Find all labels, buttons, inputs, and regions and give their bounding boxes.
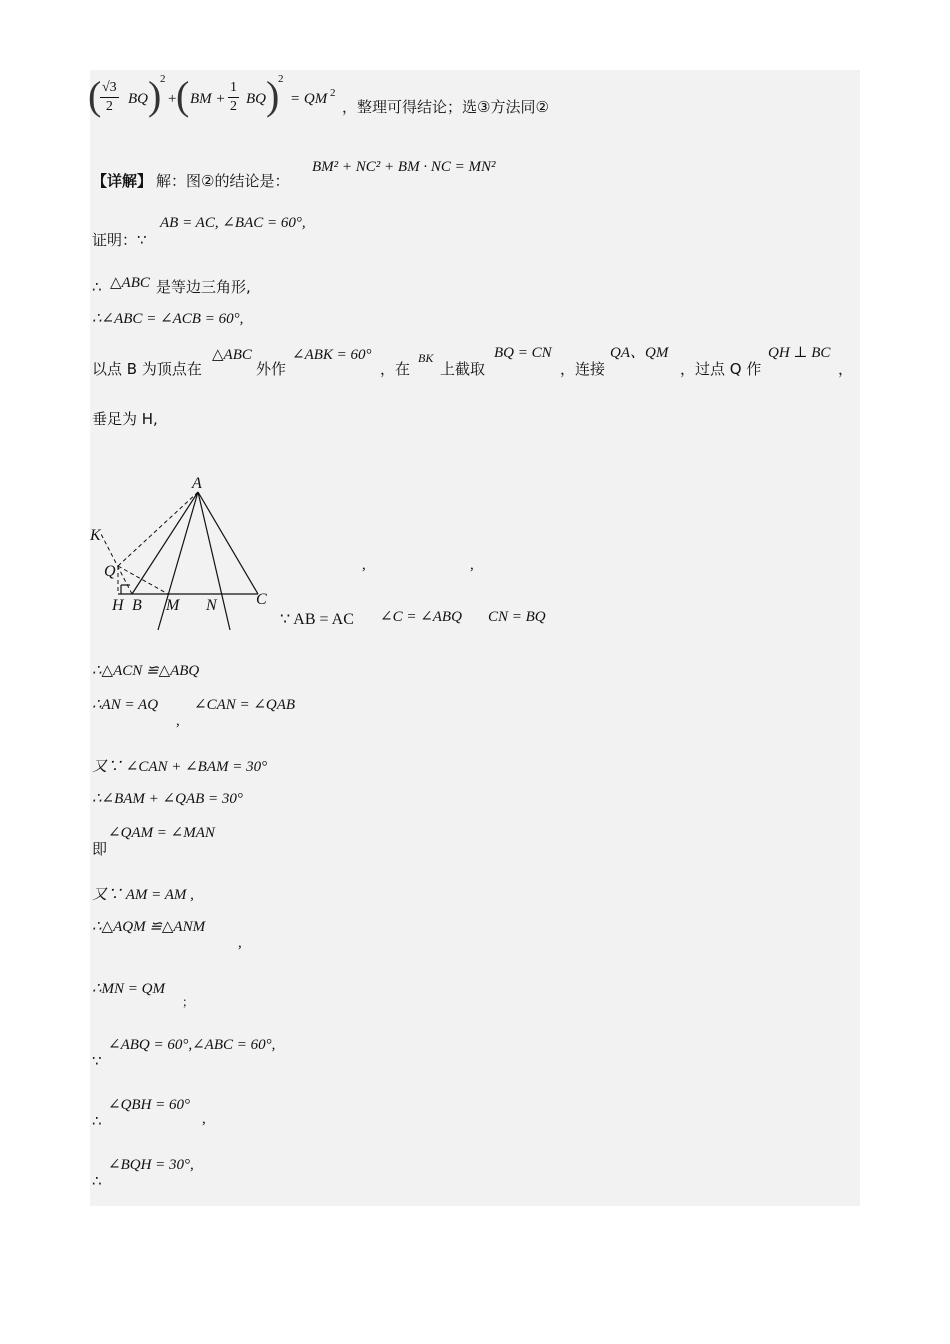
congruence-2: ∴△AQM ≌△ANM [92,919,206,935]
segment-qm [118,566,168,594]
proof-angle-can: ∠CAN = ∠QAB [194,697,296,713]
exponent-2: 2 [278,73,284,85]
content-panel [90,70,860,1206]
condition-cn-bq: CN = BQ [488,609,546,625]
proof-an-aq: ∴AN = AQ [92,697,159,713]
fraction-1-over-2: $\frac{1}{2}$ [230,80,237,114]
exponent-3: 2 [330,87,336,99]
math-triangle-abc: △ABC [110,275,150,291]
label-m: M [166,597,180,614]
proof-qam-man: ∠QAM = ∠MAN [108,825,215,841]
label-c: C [256,591,267,608]
therefore-symbol: ∴ [92,278,102,296]
detail-formula: BM² + NC² + BM · NC = MN² [312,159,496,175]
proof-line1-text: 证明：∵ [92,231,147,249]
proof-line4-math1: △ABC [212,347,252,363]
proof-line2-text: 是等边三角形, [156,278,251,296]
because-symbol: ∵ [92,1052,102,1070]
conclusion-text: ，整理可得结论；选③方法同② [342,98,549,116]
congruence-1: ∴△ACN ≌△ABQ [92,663,200,679]
proof-qbh: ∠QBH = 60° [108,1097,191,1113]
proof-line4-math3: BK [418,351,434,365]
proof-line3-math: ∴∠ABC = ∠ACB = 60°, [92,311,244,327]
proof-line4-math5: QA、QM [610,345,669,361]
proof-sum-30: 又∵ ∠CAN + ∠BAM = 30° [92,759,268,775]
proof-mn-qm: ∴MN = QM [92,981,165,997]
right-paren: ) [148,73,162,118]
condition-ab-ac: ∵ AB = AC [280,611,354,628]
label-q: Q [104,563,116,580]
geometry-figure [88,470,278,635]
exponent: 2 [160,73,166,85]
right-paren-2: ) [266,73,280,118]
segment-ac [198,492,258,594]
proof-bqh: ∠BQH = 30°, [108,1157,194,1173]
comma-1: , [362,557,366,573]
proof-line4-text1: 以点 B 为顶点在 [92,360,202,378]
therefore-symbol-2: ∴ [92,1112,102,1130]
label-k: K [90,527,101,544]
detail-text: 解：图②的结论是： [156,172,290,190]
condition-angle: ∠C = ∠ABQ [380,609,462,625]
label-b: B [132,597,142,614]
proof-line4-text4: 上截取 [440,360,486,378]
proof-line4-math2: ∠ABK = 60° [292,347,372,363]
proof-line4-math4: BQ = CN [494,345,552,361]
segment-ab [132,492,198,594]
proof-line4-text3: ，在 [380,360,411,378]
proof-abq-abc: ∠ABQ = 60°,∠ABC = 60°, [108,1037,276,1053]
therefore-symbol-3: ∴ [92,1172,102,1190]
comma-4: , [238,935,242,951]
math-bm: BM + [190,91,226,107]
math-bq: BQ [128,91,148,107]
label-n: N [206,597,217,614]
label-h: H [112,597,124,614]
proof-line1-math: AB = AC, ∠BAC = 60°, [160,215,306,231]
comma-5: , [202,1111,206,1127]
proof-line4-text7: ， [838,360,854,378]
proof-bam-qab: ∴∠BAM + ∠QAB = 30° [92,791,243,807]
proof-line4-text2: 外作 [256,360,287,378]
comma-3: , [176,713,180,729]
label-a: A [192,475,202,492]
plus-sign: + [168,91,177,107]
proof-line5-text: 垂足为 H, [92,410,158,428]
comma-2: , [470,557,474,573]
proof-line4-text6: ，过点 Q 作 [680,360,762,378]
fraction-sqrt3-over-2: $\frac{√3}{2}$ [102,80,117,114]
left-paren-2: ( [176,73,190,118]
math-eq-qm: = QM [290,91,328,107]
detail-label: 【详解】 [92,172,153,190]
semicolon: ； [182,995,195,1009]
proof-ji: 即 [92,840,108,858]
proof-am-am: 又∵ AM = AM , [92,887,194,903]
math-bq-2: BQ [246,91,266,107]
proof-line4-math6: QH ⊥ BC [768,345,831,361]
proof-line4-text5: ，连接 [560,360,606,378]
left-paren: ( [88,73,102,118]
